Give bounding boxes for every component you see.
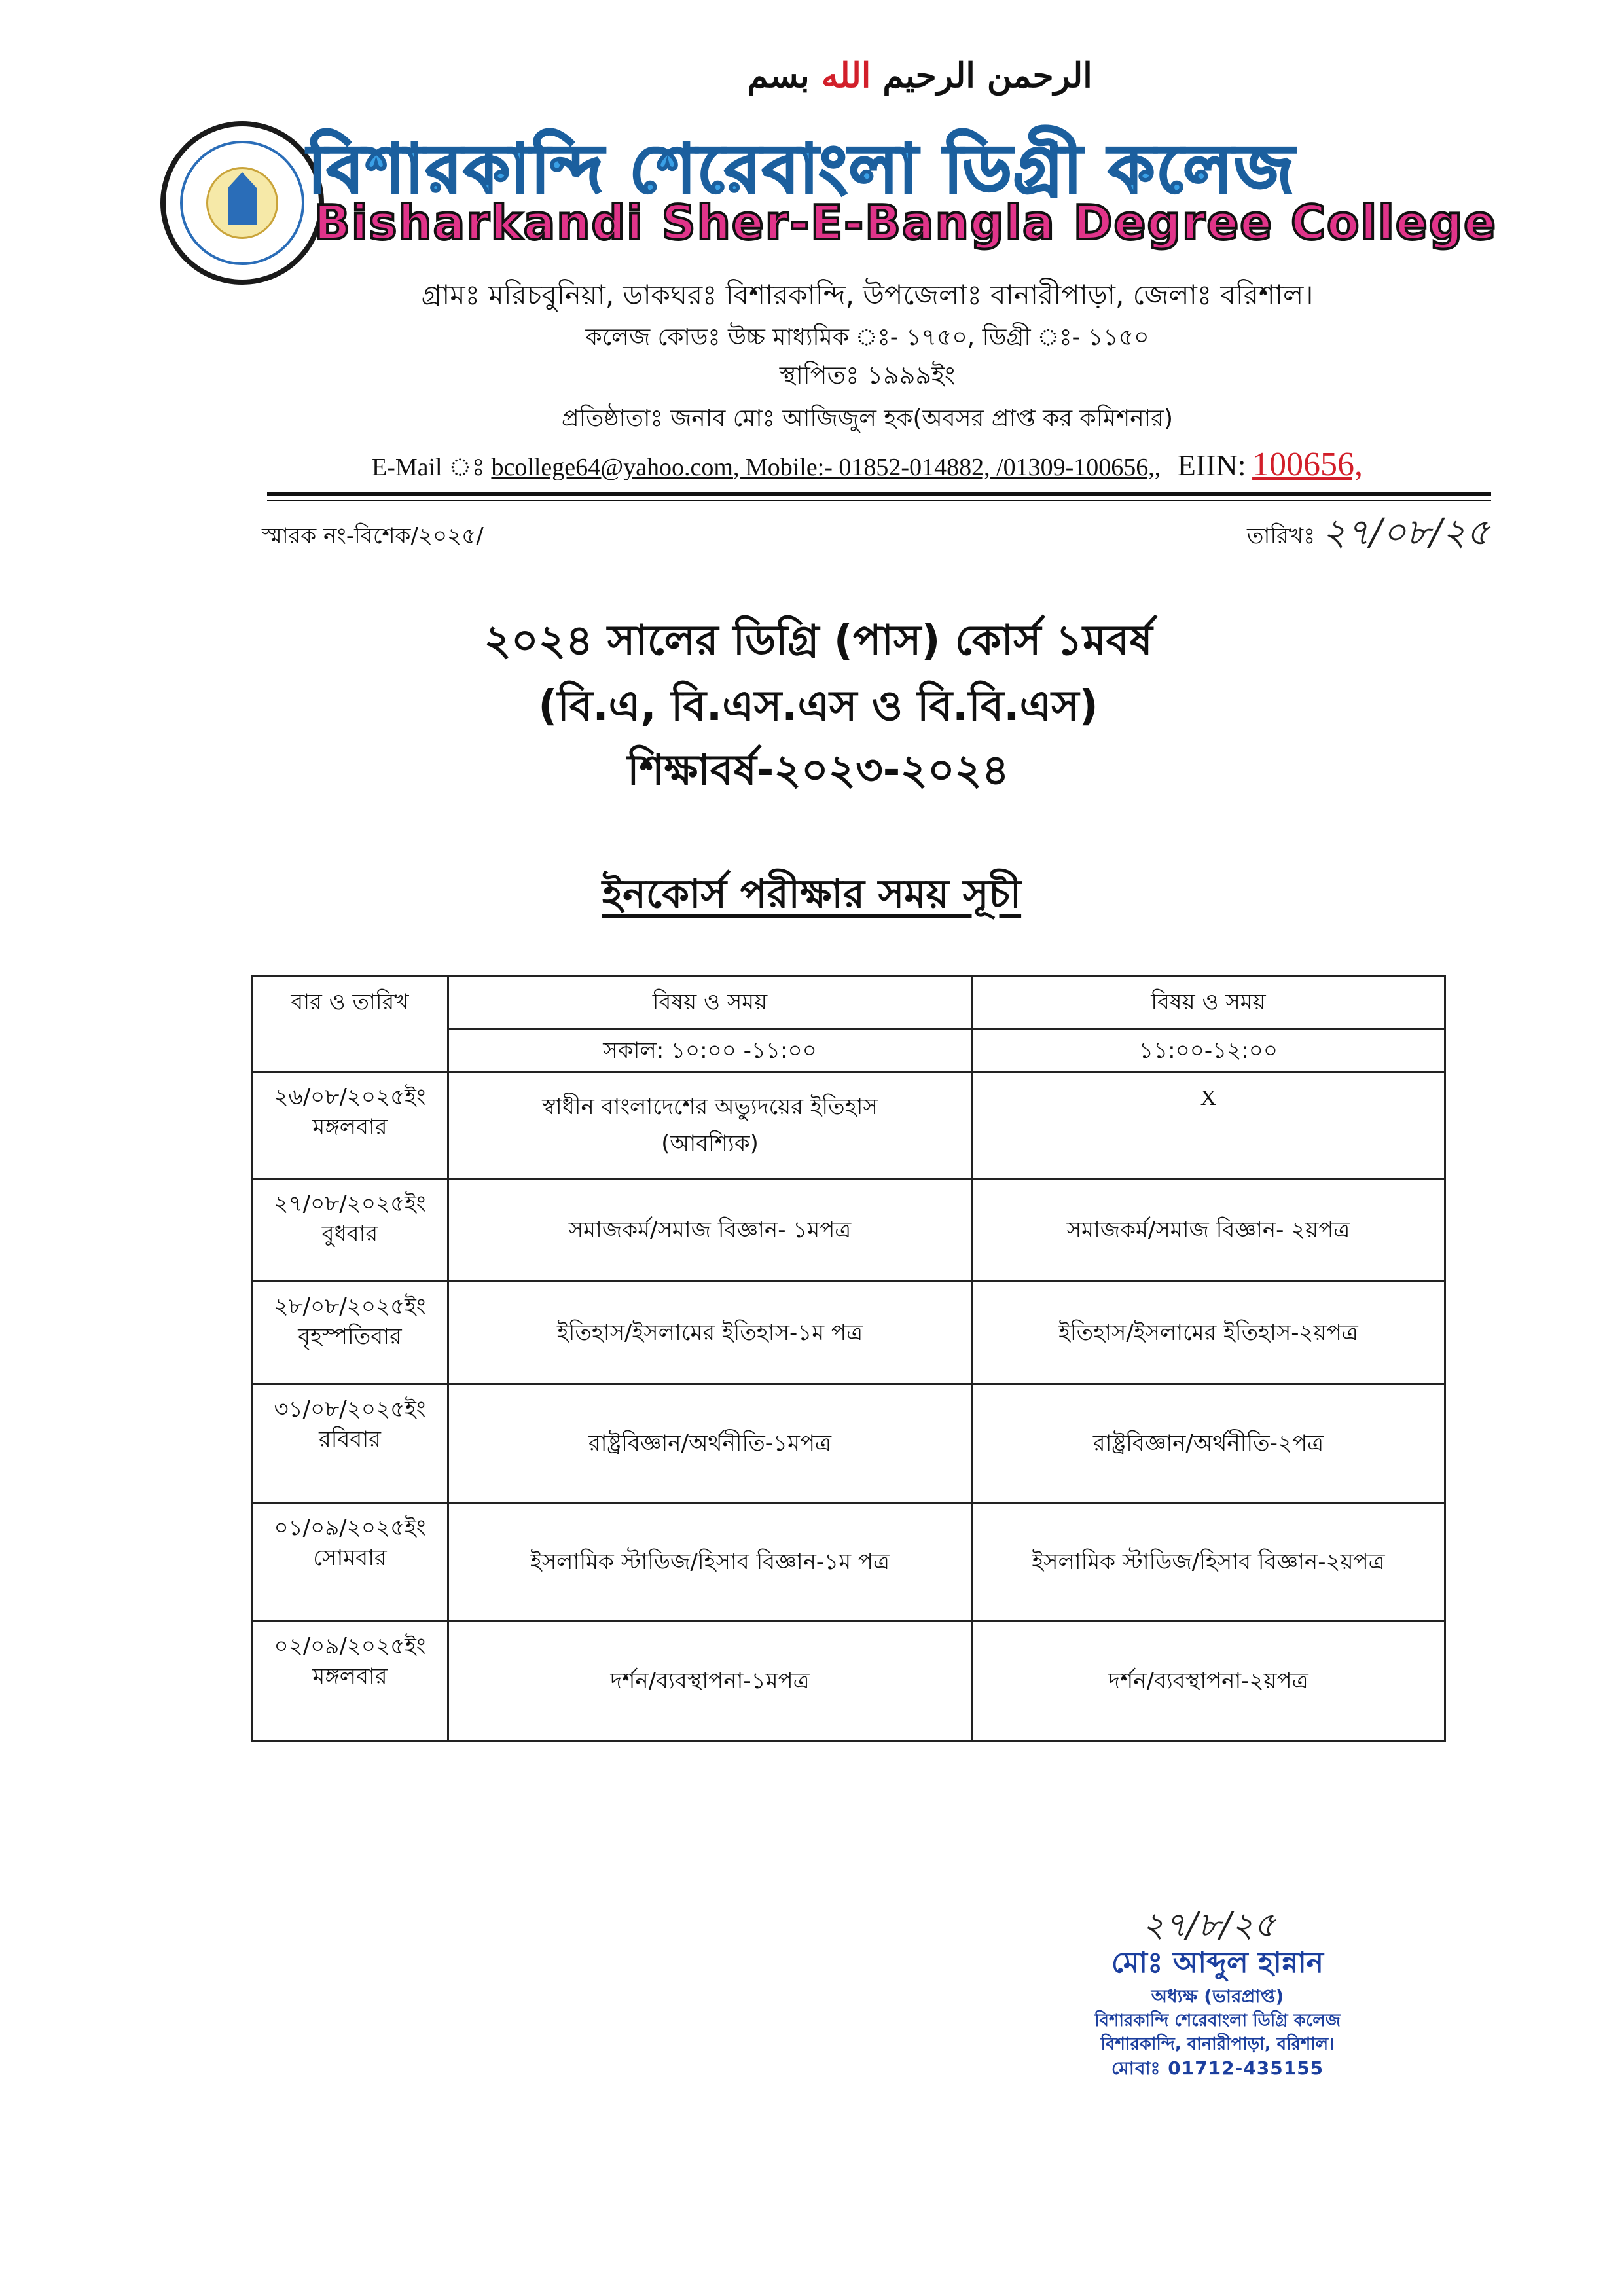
row-day: সোমবার bbox=[313, 1545, 387, 1571]
date-label: তারিখঃ bbox=[1247, 523, 1316, 549]
table-row bbox=[252, 1282, 1445, 1384]
table-row bbox=[252, 1072, 1445, 1179]
established-year: স্থাপিতঃ ১৯৯৯ইং bbox=[779, 361, 956, 389]
subject-1-text: স্বাধীন বাংলাদেশের অভ্যুদয়ের ইতিহাস bbox=[542, 1094, 878, 1120]
time-slot-2: ১১:০০-১২:০০ bbox=[972, 1029, 1445, 1072]
notice-heading-line1: ২০২৪ সালের ডিগ্রি (পাস) কোর্স ১মবর্ষ bbox=[484, 617, 1153, 665]
signatory-college: বিশারকান্দি শেরেবাংলা ডিগ্রি কলেজ bbox=[1094, 2011, 1341, 2031]
header-divider-thin bbox=[267, 500, 1491, 501]
subject-cell-1 bbox=[448, 1072, 972, 1179]
row-date: ৩১/০৮/২০২৫ইং bbox=[274, 1396, 426, 1422]
table-row bbox=[252, 1179, 1445, 1282]
college-code: কলেজ কোডঃ উচ্চ মাধ্যমিক ঃ- ১৭৫০, ডিগ্রী ঃ- ১১৫০ bbox=[585, 324, 1149, 351]
contact-line bbox=[275, 445, 1460, 490]
signatory-name: মোঃ আব্দুল হান্নান bbox=[1111, 1946, 1324, 1979]
email-link[interactable]: bcollege64@yahoo.com bbox=[491, 454, 733, 481]
day-date-cell bbox=[252, 1621, 448, 1741]
row-day: বুধবার bbox=[321, 1221, 378, 1247]
subject-cell-2: ইতিহাস/ইসলামের ইতিহাস-২য়পত্র bbox=[972, 1282, 1445, 1384]
subject-cell-2: সমাজকর্ম/সমাজ বিজ্ঞান- ২য়পত্র bbox=[972, 1179, 1445, 1282]
row-day: মঙ্গলবার bbox=[312, 1663, 388, 1690]
notice-heading-session: শিক্ষাবর্ষ-২০২৩-২০২৪ bbox=[627, 746, 1009, 795]
table-row bbox=[252, 1503, 1445, 1621]
handwritten-signature: ২৭/৮/২৫ bbox=[1142, 1906, 1276, 1945]
table-header-row bbox=[252, 977, 1445, 1029]
notice-subtitle-text: ইনকোর্স পরীক্ষার সময় সূচী bbox=[602, 871, 1022, 917]
subject-cell-2-empty: X bbox=[972, 1072, 1445, 1179]
table-row bbox=[252, 1384, 1445, 1503]
college-address: গ্রামঃ মরিচবুনিয়া, ডাকঘরঃ বিশারকান্দি, উপজেলাঃ বানারীপাড়া, জেলাঃ বরিশাল। bbox=[421, 279, 1314, 311]
row-date: ০১/০৯/২০২৫ইং bbox=[274, 1515, 426, 1541]
row-day: রবিবার bbox=[319, 1426, 381, 1453]
subject-1-note: (আবশ্যিক) bbox=[661, 1130, 759, 1157]
handwritten-date: ২৭/০৮/২৫ bbox=[1322, 511, 1490, 554]
day-date-cell bbox=[252, 1072, 448, 1179]
header-subject-time-1: বিষয় ও সময় bbox=[448, 977, 972, 1029]
day-date-cell bbox=[252, 1503, 448, 1621]
bismillah-calligraphy bbox=[609, 56, 1231, 96]
notice-heading-line2: (বি.এ, বি.এস.এস ও বি.বি.এস) bbox=[538, 682, 1098, 731]
college-logo bbox=[160, 121, 324, 285]
signatory-mobile: মোবাঃ 01712-435155 bbox=[1111, 2057, 1324, 2079]
row-date: ০২/০৯/২০২৫ইং bbox=[274, 1633, 426, 1659]
subject-cell-1: রাষ্ট্রবিজ্ঞান/অর্থনীতি-১মপত্র bbox=[448, 1384, 972, 1503]
college-name-en: Bisharkandi Sher-E-Bangla Degree College bbox=[314, 195, 1498, 250]
day-date-cell bbox=[252, 1179, 448, 1282]
header-subject-time-2: বিষয় ও সময় bbox=[972, 977, 1445, 1029]
table-row bbox=[252, 1621, 1445, 1741]
row-date: ২৮/০৮/২০২৫ইং bbox=[274, 1293, 426, 1320]
bismillah-part-c: الرحمن الرحيم bbox=[882, 56, 1092, 96]
memo-reference: স্মারক নং-বিশেক/২০২৫/ bbox=[262, 523, 484, 549]
subject-cell-2: দর্শন/ব্যবস্থাপনা-২য়পত্র bbox=[972, 1621, 1445, 1741]
founder-line: প্রতিষ্ঠাতাঃ জনাব মোঃ আজিজুল হক(অবসর প্রাপ্ত কর কমিশনার) bbox=[561, 405, 1174, 432]
signatory-role: অধ্যক্ষ (ভারপ্রাপ্ত) bbox=[1151, 1985, 1284, 2007]
email-label: E-Mail ঃ bbox=[371, 454, 485, 481]
header-day-date: বার ও তারিখ bbox=[252, 977, 448, 1072]
subject-cell-2: রাষ্ট্রবিজ্ঞান/অর্থনীতি-২পত্র bbox=[972, 1384, 1445, 1503]
subject-cell-1: ইতিহাস/ইসলামের ইতিহাস-১ম পত্র bbox=[448, 1282, 972, 1384]
eiin-label: EIIN: bbox=[1177, 448, 1246, 482]
subject-cell-2: ইসলামিক স্টাডিজ/হিসাব বিজ্ঞান-২য়পত্র bbox=[972, 1503, 1445, 1621]
row-date: ২৭/০৮/২০২৫ইং bbox=[274, 1191, 426, 1217]
subject-cell-1: সমাজকর্ম/সমাজ বিজ্ঞান- ১মপত্র bbox=[448, 1179, 972, 1282]
bismillah-part-b: الله bbox=[821, 56, 871, 96]
row-day: বৃহস্পতিবার bbox=[298, 1324, 402, 1350]
signatory-address: বিশারকান্দি, বানারীপাড়া, বরিশাল। bbox=[1100, 2034, 1335, 2054]
eiin-value: 100656, bbox=[1252, 446, 1363, 483]
college-name-bn: বিশারকান্দি শেরেবাংলা ডিগ্রী কলেজ bbox=[308, 130, 1295, 208]
bismillah-part-a: بسم bbox=[747, 56, 810, 96]
row-date: ২৬/০৮/২০২৫ইং bbox=[274, 1084, 426, 1110]
notice-subtitle bbox=[262, 864, 1362, 930]
subject-cell-1: ইসলামিক স্টাডিজ/হিসাব বিজ্ঞান-১ম পত্র bbox=[448, 1503, 972, 1621]
subject-cell-1: দর্শন/ব্যবস্থাপনা-১মপত্র bbox=[448, 1621, 972, 1741]
header-divider bbox=[267, 492, 1491, 496]
mobile-numbers: , Mobile:- 01852-014882, /01309-100656,, bbox=[732, 454, 1161, 481]
exam-schedule-table bbox=[251, 975, 1446, 1742]
day-date-cell bbox=[252, 1282, 448, 1384]
row-day: মঙ্গলবার bbox=[312, 1114, 388, 1140]
day-date-cell bbox=[252, 1384, 448, 1503]
time-slot-1: সকাল: ১০:০০ -১১:০০ bbox=[448, 1029, 972, 1072]
